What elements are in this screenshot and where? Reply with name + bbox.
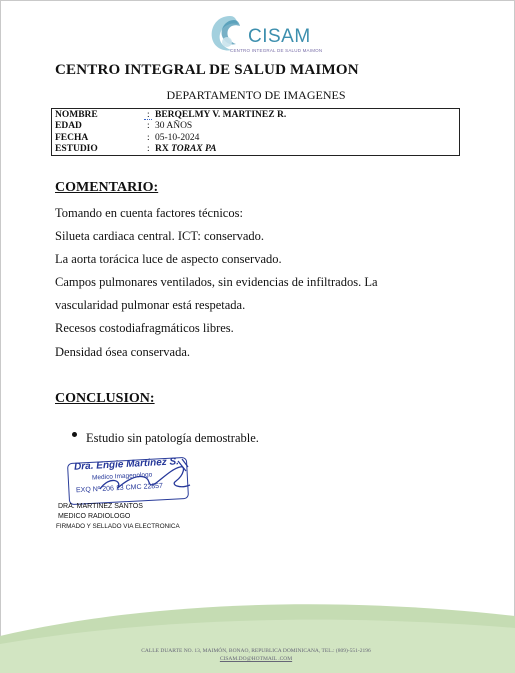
conclusion-heading: CONCLUSION:	[55, 391, 155, 406]
row-label: ESTUDIO	[55, 143, 98, 154]
comment-heading: COMENTARIO:	[55, 180, 159, 195]
handwritten-signature-icon	[60, 455, 200, 505]
patient-age: 30 AÑOS	[155, 121, 193, 132]
conclusion-item: Estudio sin patología demostrable.	[86, 431, 259, 445]
study-name: TORAX PA	[171, 143, 217, 154]
logo-name: CISAM	[248, 26, 311, 47]
department-title: DEPARTAMENTO DE IMAGENES	[166, 88, 346, 102]
patient-row-name	[52, 110, 459, 121]
row-label: FECHA	[55, 132, 89, 143]
row-label: EDAD	[55, 121, 82, 132]
comment-line: Campos pulmonares ventilados, sin evidencias de infiltrados. La	[55, 275, 378, 289]
comment-line: La aorta torácica luce de aspecto conservado.	[55, 252, 282, 266]
patient-row-study	[52, 144, 459, 155]
spellcheck-mark	[144, 116, 152, 120]
comment-line: Recesos costodiafragmáticos libres.	[55, 321, 234, 335]
comment-line: Densidad ósea conservada.	[55, 345, 191, 359]
comment-line: Silueta cardiaca central. ICT: conservado.	[55, 229, 265, 243]
stamp-id: EXQ Nº 206 13 CMC 22857	[75, 482, 164, 495]
patient-info-box	[51, 108, 460, 156]
footer-address: CALLE DUARTE NO. 13, MAIMÓN, BONAO, REPUBLICA DOMINICANA, TEL.: (809)-551-2196	[141, 648, 371, 654]
footer-email[interactable]: CISAM.DO@HOTMAIL .COM	[219, 656, 293, 662]
stamp-title: Medico Imagenologo	[91, 471, 153, 482]
patient-name: BERQELMY V. MARTINEZ R.	[155, 110, 287, 120]
study-date: 05-10-2024	[155, 132, 200, 143]
stamp-doctor-name: Dra. Engie Martinez S.	[73, 456, 180, 473]
row-colon: :	[147, 110, 150, 120]
signature-note: FIRMADO Y SELLADO VIA ELECTRONICA	[56, 523, 180, 530]
doctor-name: DRA. MARTINEZ SANTOS	[58, 503, 143, 510]
row-colon: :	[147, 121, 150, 132]
row-colon: :	[147, 132, 150, 143]
study-type	[155, 144, 216, 155]
study-prefix: RX	[155, 143, 172, 154]
comment-line: vascularidad pulmonar está respetada.	[55, 298, 246, 312]
patient-row-date	[52, 133, 459, 144]
row-label: NOMBRE	[55, 110, 98, 120]
logo-subtitle: CENTRO INTEGRAL DE SALUD MAIMON	[230, 48, 323, 53]
comment-line: Tomando en cuenta factores técnicos:	[55, 206, 243, 220]
row-colon: :	[147, 143, 150, 154]
cisam-logo	[204, 12, 334, 58]
bullet-icon	[72, 432, 77, 437]
doctor-title: MEDICO RADIOLOGO	[58, 513, 131, 520]
organization-title: CENTRO INTEGRAL DE SALUD MAIMON	[55, 62, 359, 78]
patient-row-age	[52, 121, 459, 132]
